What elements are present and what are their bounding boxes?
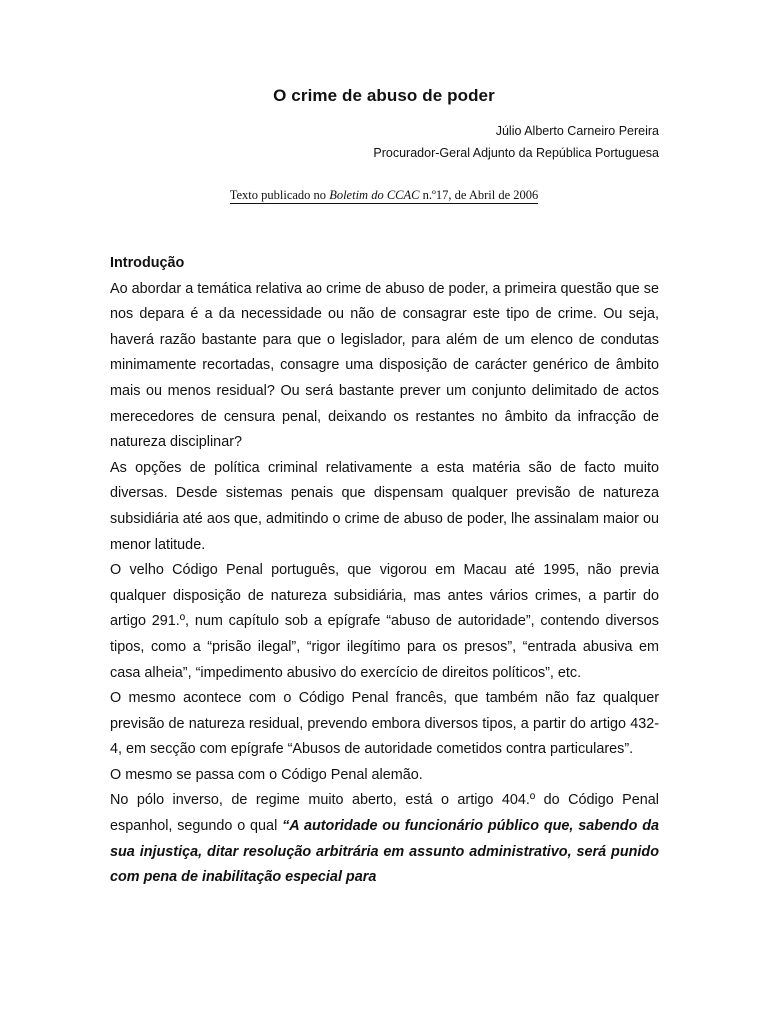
author-affiliation: Procurador-Geral Adjunto da República Portuguesa <box>373 146 659 160</box>
quoted-article-text: “A autoridade ou funcionário público que, sabendo da sua injustiça, ditar resolução arbitrária em assunto administrativo, será punido com pena de inabilitação especial para <box>110 818 659 886</box>
paragraph: As opções de política criminal relativamente a esta matéria são de facto muito diversas. Desde sistemas penais que dispensam qualquer previsão de natureza subsidiária até aos que, admitindo o crime de abuso de poder, lhe assinalam maior ou menor latitude. <box>110 459 659 553</box>
journal-name: Boletim do CCAC <box>329 188 420 202</box>
paragraph-last-plain: No pólo inverso, de regime muito aberto, está o artigo 404.º do Código Penal espanhol, segundo o qual <box>110 792 659 835</box>
document-title: O crime de abuso de poder <box>273 86 495 105</box>
publication-suffix: n.º17, de Abril de 2006 <box>419 188 539 202</box>
publication-note <box>0 188 768 203</box>
body-text <box>110 251 659 891</box>
section-heading: Introdução <box>110 255 185 271</box>
paragraph: Ao abordar a temática relativa ao crime de abuso de poder, a primeira questão que se nos depara é a da necessidade ou não de consagrar este tipo de crime. Ou seja, haverá razão bastante para que o legislador, para além de um elenco de condutas minimamente recortadas, consagre uma disposição de carácter genérico de âmbito mais ou menos residual? Ou será bastante prever um conjunto delimitado de actos merecedores de censura penal, deixando os restantes no âmbito da infracção de natureza disciplinar? <box>110 280 659 451</box>
paragraph-last <box>110 788 659 890</box>
publication-prefix: Texto publicado no <box>229 188 330 202</box>
paragraph: O velho Código Penal português, que vigorou em Macau até 1995, não previa qualquer disposição de natureza subsidiária, mas antes vários crimes, a partir do artigo 291.º, num capítulo sob a epígrafe “abuso de autoridade”, contendo diversos tipos, como a “prisão ilegal”, “rigor ilegítimo para os presos”, “entrada abusiva em casa alheia”, “impedimento abusivo do exercício de direitos políticos”, etc. <box>110 562 659 681</box>
paragraph: O mesmo acontece com o Código Penal francês, que também não faz qualquer previsão de natureza residual, prevendo embora diversos tipos, a partir do artigo 432-4, em secção com epígrafe “Abusos de autoridade cometidos contra particulares”. <box>110 690 659 758</box>
author-name: Júlio Alberto Carneiro Pereira <box>495 124 659 138</box>
paragraph: O mesmo se passa com o Código Penal alemão. <box>110 766 423 783</box>
publication-note-underlined <box>230 188 539 204</box>
